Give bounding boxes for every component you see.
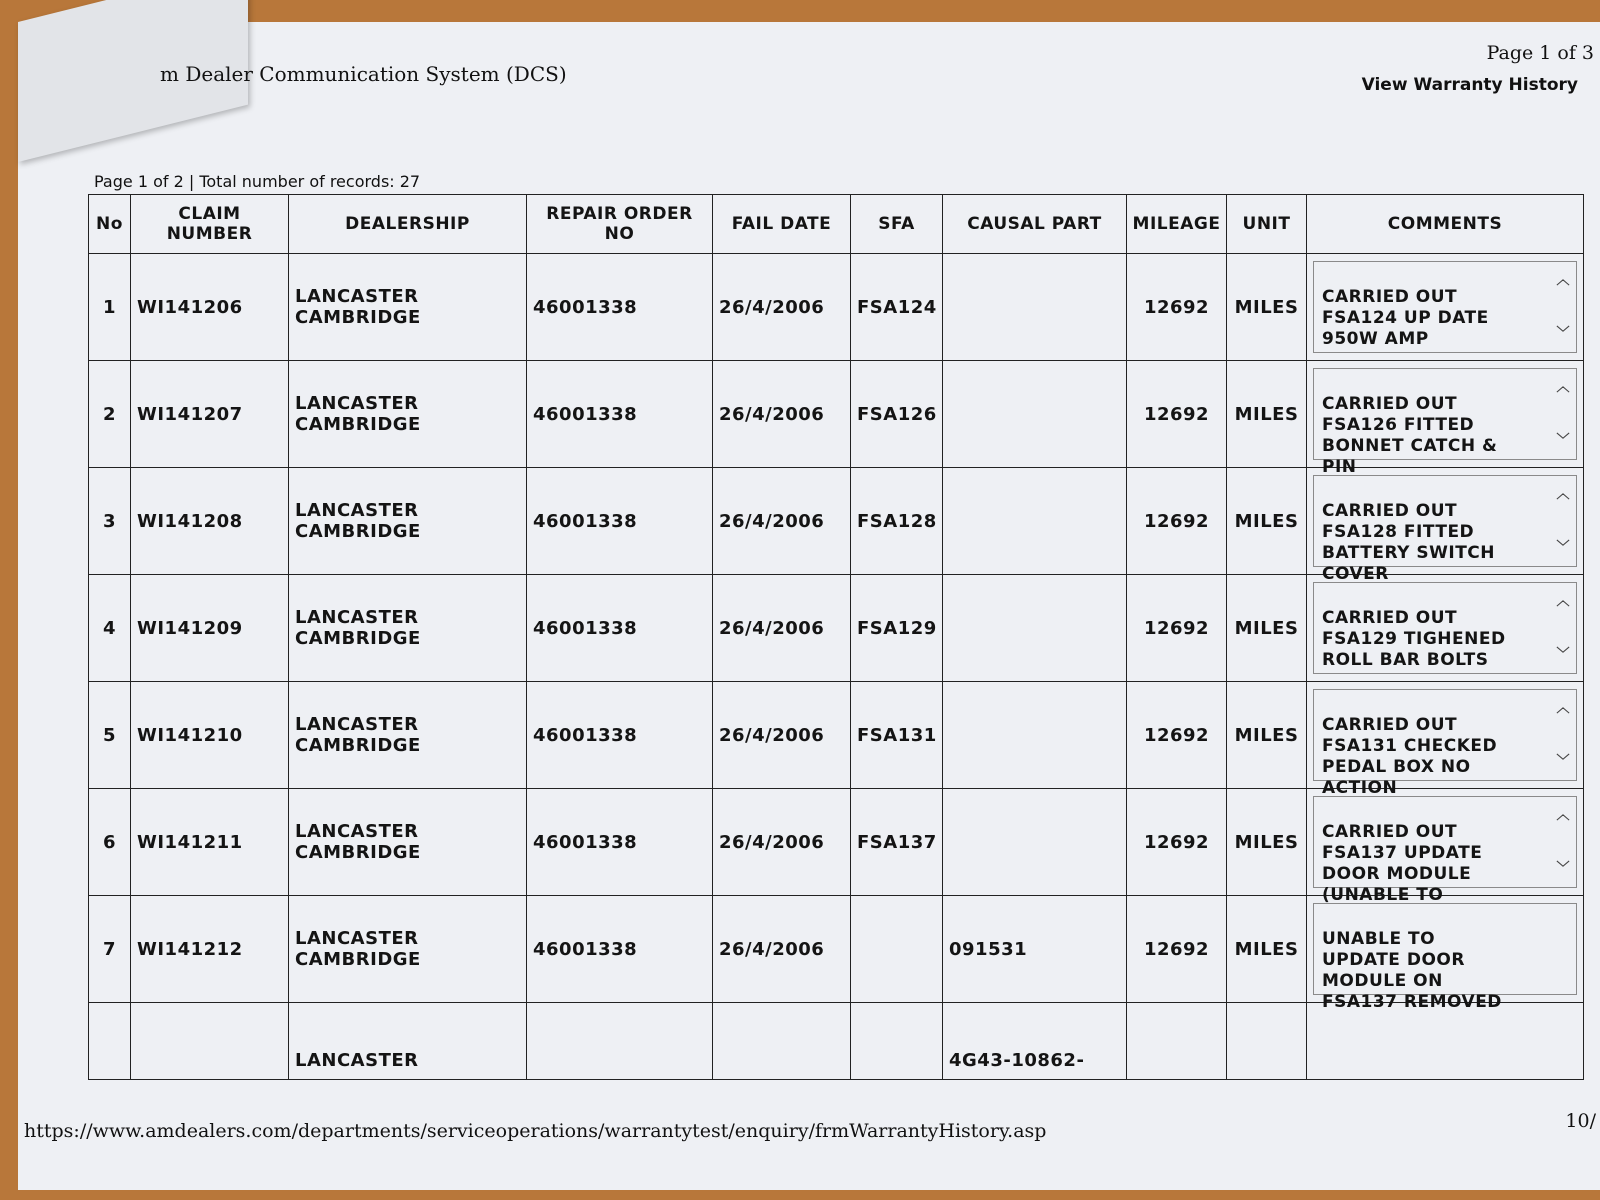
table-row xyxy=(89,575,1584,682)
unit: MILES xyxy=(1227,254,1307,361)
fail-date: 26/4/2006 xyxy=(713,789,851,896)
claim-number: WI141212 xyxy=(131,896,289,1003)
causal-part xyxy=(943,361,1127,468)
row-no: 5 xyxy=(89,682,131,789)
comments-text: CARRIED OUT FSA137 UPDATE DOOR MODULE (UNABLE TO xyxy=(1322,822,1483,905)
dealership: LANCASTER CAMBRIDGE xyxy=(289,575,527,682)
header-fail-date: FAIL DATE xyxy=(713,195,851,254)
records-summary: Page 1 of 2 | Total number of records: 27 xyxy=(94,172,421,191)
dealership: LANCASTER CAMBRIDGE xyxy=(289,896,527,1003)
header-mileage: MILEAGE xyxy=(1127,195,1227,254)
repair-order: 46001338 xyxy=(527,896,713,1003)
chevron-down-icon[interactable]: ﹀ xyxy=(1556,326,1570,341)
header-causal-part: CAUSAL PART xyxy=(943,195,1127,254)
dealership: LANCASTER CAMBRIDGE xyxy=(289,682,527,789)
dealership: LANCASTER CAMBRIDGE xyxy=(289,789,527,896)
header-claim-number: CLAIM NUMBER xyxy=(131,195,289,254)
row-no: 7 xyxy=(89,896,131,1003)
fail-date xyxy=(713,1003,851,1080)
row-no: 6 xyxy=(89,789,131,896)
causal-part: 091531 xyxy=(943,896,1127,1003)
unit: MILES xyxy=(1227,682,1307,789)
mileage: 12692 xyxy=(1127,682,1227,789)
comments-text: CARRIED OUT FSA124 UP DATE 950W AMP xyxy=(1322,287,1489,349)
causal-part xyxy=(943,468,1127,575)
mileage: 12692 xyxy=(1127,468,1227,575)
system-title: m Dealer Communication System (DCS) xyxy=(160,62,567,86)
fail-date: 26/4/2006 xyxy=(713,682,851,789)
view-title: View Warranty History xyxy=(1361,75,1578,95)
row-no: 4 xyxy=(89,575,131,682)
comments-cell xyxy=(1307,575,1584,682)
fail-date: 26/4/2006 xyxy=(713,361,851,468)
print-page-number: 10/ xyxy=(1565,1110,1596,1132)
row-no: 3 xyxy=(89,468,131,575)
comments-textarea[interactable] xyxy=(1313,796,1577,905)
table-row xyxy=(89,254,1584,361)
comments-cell xyxy=(1307,682,1584,798)
mileage: 12692 xyxy=(1127,575,1227,682)
mileage: 12692 xyxy=(1127,254,1227,361)
sfa xyxy=(851,1003,943,1080)
table-row xyxy=(89,468,1584,575)
table-row-partial xyxy=(89,1003,1584,1080)
unit: MILES xyxy=(1227,361,1307,468)
causal-part xyxy=(943,254,1127,361)
comments-textarea[interactable] xyxy=(1313,689,1577,798)
dealership: LANCASTER CAMBRIDGE xyxy=(289,361,527,468)
sfa xyxy=(851,896,943,1003)
header-unit: UNIT xyxy=(1227,195,1307,254)
dealership: LANCASTER CAMBRIDGE xyxy=(289,468,527,575)
claim-number: WI141209 xyxy=(131,575,289,682)
fail-date: 26/4/2006 xyxy=(713,896,851,1003)
sfa: FSA124 xyxy=(851,254,943,361)
sfa: FSA129 xyxy=(851,575,943,682)
comments-text: UNABLE TO UPDATE DOOR MODULE ON FSA137 REMOVED xyxy=(1322,929,1502,1012)
unit: MILES xyxy=(1227,896,1307,1003)
unit: MILES xyxy=(1227,575,1307,682)
header-dealership: DEALERSHIP xyxy=(289,195,527,254)
repair-order: 46001338 xyxy=(527,575,713,682)
sfa: FSA128 xyxy=(851,468,943,575)
warranty-history-table xyxy=(88,194,1584,1080)
repair-order: 46001338 xyxy=(527,682,713,789)
comments-cell xyxy=(1307,896,1584,1012)
repair-order: 46001338 xyxy=(527,361,713,468)
claim-number: WI141206 xyxy=(131,254,289,361)
repair-order: 46001338 xyxy=(527,789,713,896)
comments-text: CARRIED OUT FSA129 TIGHENED ROLL BAR BOLTS xyxy=(1322,608,1506,670)
dealership: LANCASTER xyxy=(289,1003,527,1080)
causal-part: 4G43-10862- xyxy=(943,1003,1127,1080)
comments-text: CARRIED OUT FSA131 CHECKED PEDAL BOX NO ACTION xyxy=(1322,715,1498,798)
table-row xyxy=(89,789,1584,896)
chevron-up-icon[interactable]: ︿ xyxy=(1556,594,1570,609)
chevron-down-icon[interactable]: ﹀ xyxy=(1556,754,1570,769)
page-url: https://www.amdealers.com/departments/serviceoperations/warrantytest/enquiry/frmWarrantyHistory.asp xyxy=(24,1120,1047,1142)
comments-text: CARRIED OUT FSA126 FITTED BONNET CATCH & PIN xyxy=(1322,394,1498,477)
dealership: LANCASTER CAMBRIDGE xyxy=(289,254,527,361)
printed-page xyxy=(18,22,1600,1190)
chevron-up-icon[interactable]: ︿ xyxy=(1556,380,1570,395)
table-row xyxy=(89,361,1584,468)
causal-part xyxy=(943,789,1127,896)
row-no: 1 xyxy=(89,254,131,361)
sfa: FSA126 xyxy=(851,361,943,468)
fail-date: 26/4/2006 xyxy=(713,254,851,361)
unit: MILES xyxy=(1227,468,1307,575)
fail-date: 26/4/2006 xyxy=(713,468,851,575)
mileage: 12692 xyxy=(1127,361,1227,468)
chevron-down-icon[interactable]: ﹀ xyxy=(1556,647,1570,662)
chevron-down-icon[interactable]: ﹀ xyxy=(1556,433,1570,448)
comments-textarea[interactable] xyxy=(1313,582,1577,674)
causal-part xyxy=(943,682,1127,789)
comments-cell xyxy=(1307,361,1584,477)
repair-order xyxy=(527,1003,713,1080)
header-comments: COMMENTS xyxy=(1307,195,1584,254)
fail-date: 26/4/2006 xyxy=(713,575,851,682)
table-row xyxy=(89,896,1584,1003)
header-sfa: SFA xyxy=(851,195,943,254)
page-indicator: Page 1 of 3 xyxy=(1486,42,1594,64)
repair-order: 46001338 xyxy=(527,468,713,575)
comments-cell xyxy=(1307,254,1584,361)
claim-number: WI141211 xyxy=(131,789,289,896)
unit xyxy=(1227,1003,1307,1080)
comments-textarea[interactable] xyxy=(1313,368,1577,477)
header-repair-order: REPAIR ORDER NO xyxy=(527,195,713,254)
comments-cell xyxy=(1307,1003,1584,1080)
comments-cell xyxy=(1307,468,1584,584)
table-row xyxy=(89,682,1584,789)
comments-cell xyxy=(1307,789,1584,905)
chevron-down-icon[interactable]: ﹀ xyxy=(1556,540,1570,555)
comments-text: CARRIED OUT FSA128 FITTED BATTERY SWITCH COVER xyxy=(1322,501,1495,584)
claim-number xyxy=(131,1003,289,1080)
chevron-up-icon[interactable]: ︿ xyxy=(1556,808,1570,823)
row-no: 2 xyxy=(89,361,131,468)
comments-textarea[interactable] xyxy=(1313,903,1577,1012)
chevron-up-icon[interactable]: ︿ xyxy=(1556,273,1570,288)
table-header-row xyxy=(89,195,1584,254)
claim-number: WI141210 xyxy=(131,682,289,789)
claim-number: WI141208 xyxy=(131,468,289,575)
mileage xyxy=(1127,1003,1227,1080)
mileage: 12692 xyxy=(1127,789,1227,896)
unit: MILES xyxy=(1227,789,1307,896)
causal-part xyxy=(943,575,1127,682)
header-no: No xyxy=(89,195,131,254)
repair-order: 46001338 xyxy=(527,254,713,361)
comments-textarea[interactable] xyxy=(1313,261,1577,353)
chevron-down-icon[interactable]: ﹀ xyxy=(1556,861,1570,876)
mileage: 12692 xyxy=(1127,896,1227,1003)
comments-textarea[interactable] xyxy=(1313,475,1577,584)
chevron-up-icon[interactable]: ︿ xyxy=(1556,487,1570,502)
chevron-up-icon[interactable]: ︿ xyxy=(1556,701,1570,716)
sfa: FSA137 xyxy=(851,789,943,896)
row-no xyxy=(89,1003,131,1080)
sfa: FSA131 xyxy=(851,682,943,789)
claim-number: WI141207 xyxy=(131,361,289,468)
